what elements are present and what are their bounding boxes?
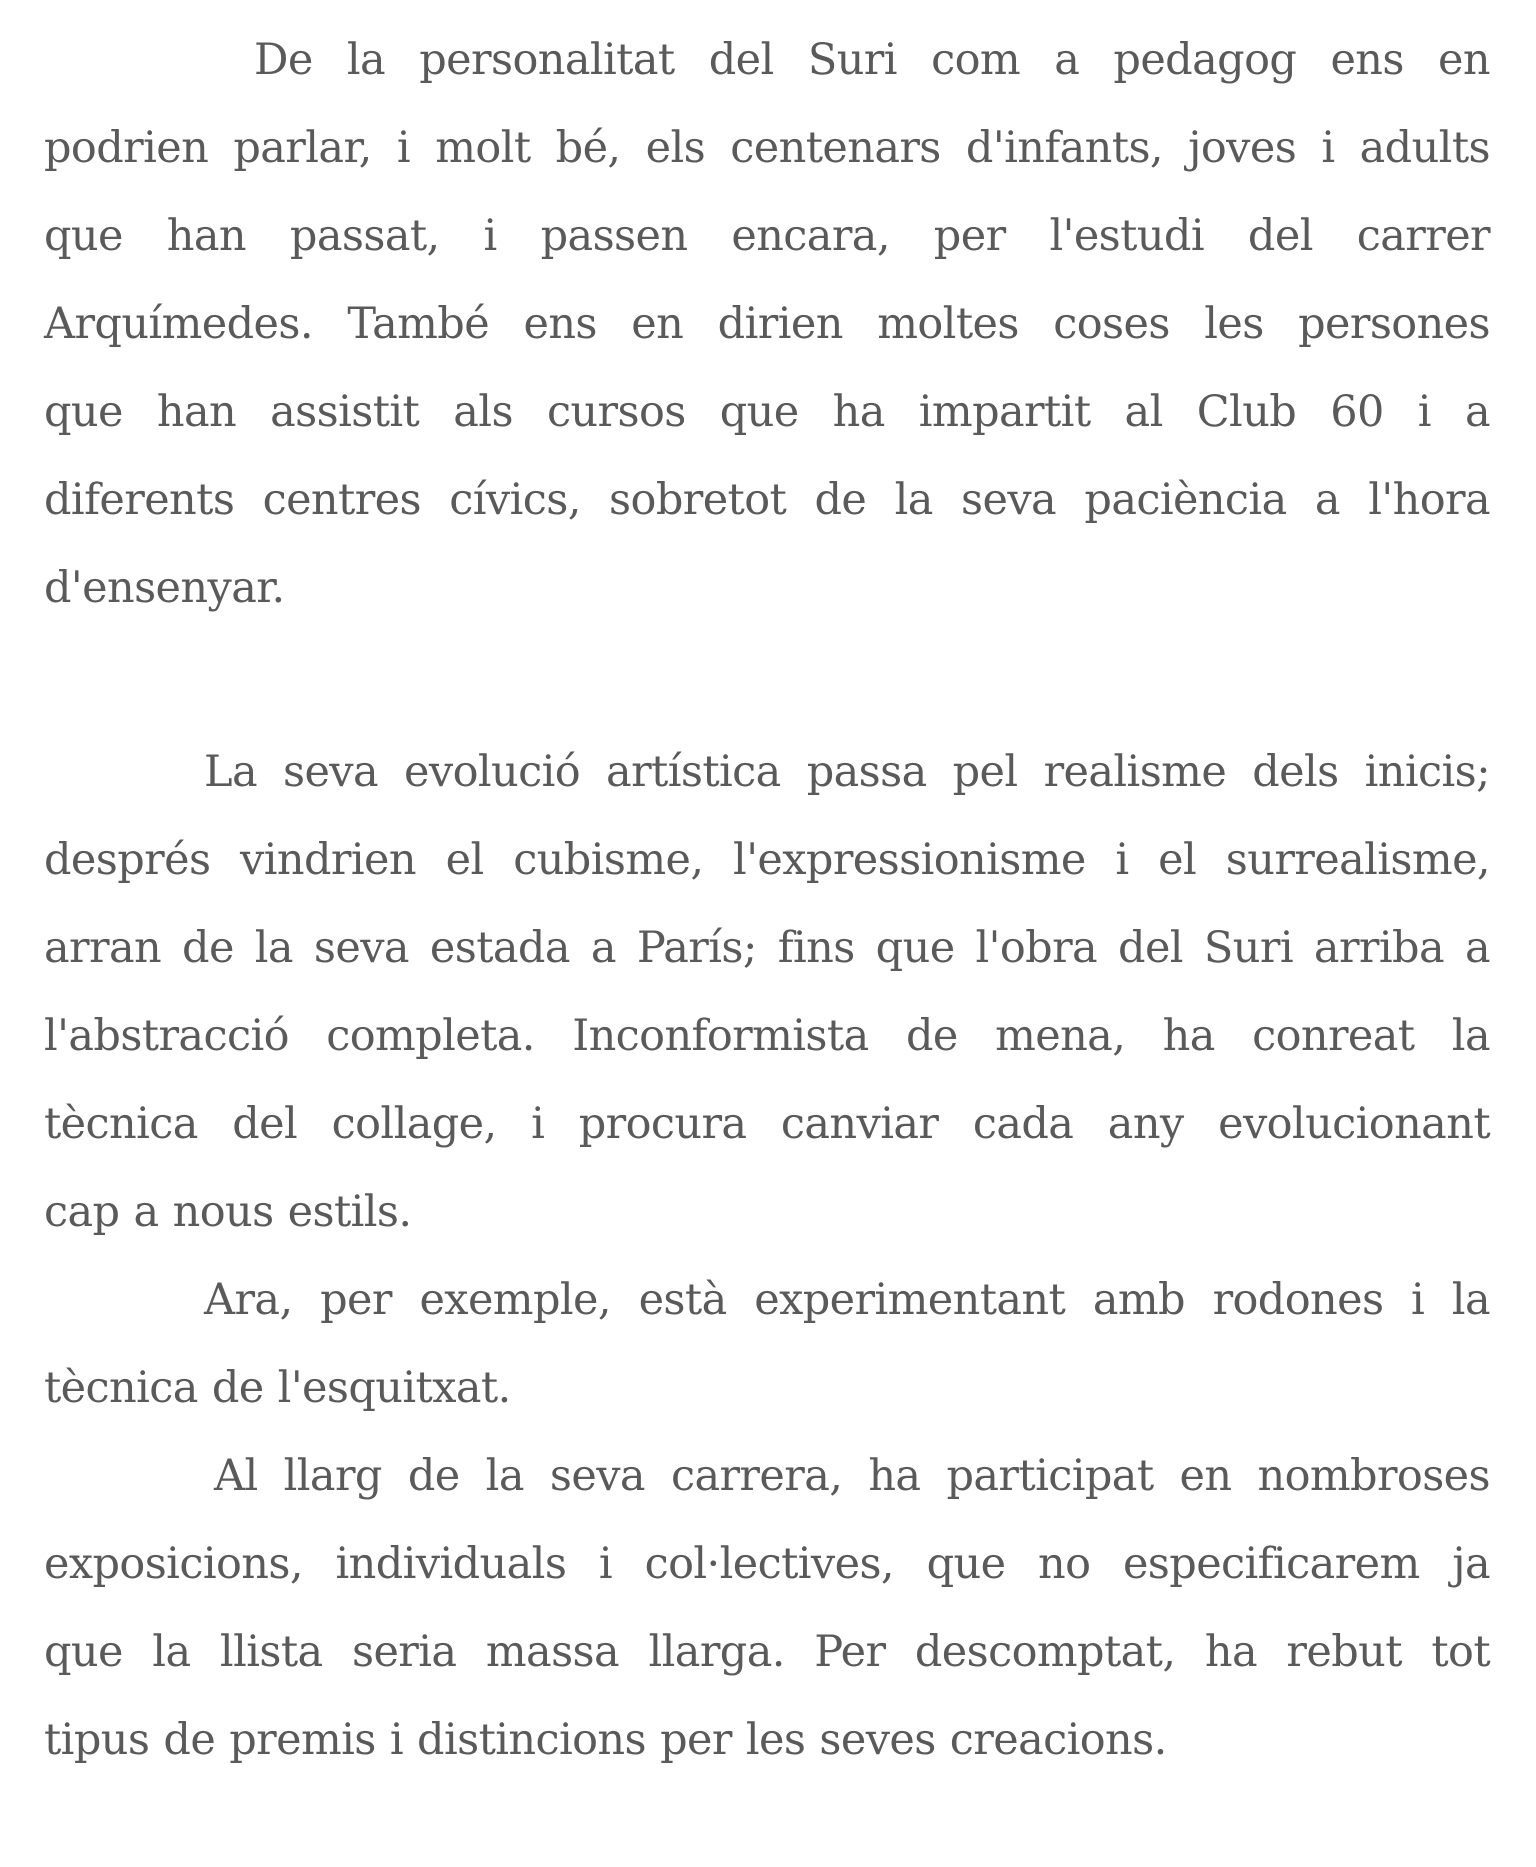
text-line: tècnica del collage, i procura canviar cada any evolucionant [44,1099,1490,1149]
text-line: que han passat, i passen encara, per l'estudi del carrer [44,211,1490,261]
text-line: Ara, per exemple, està experimentant amb rodones i la [204,1275,1490,1325]
text-line: podrien parlar, i molt bé, els centenars d'infants, joves i adults [44,123,1490,173]
text-line: Arquímedes. També ens en dirien moltes coses les persones [44,299,1490,349]
text-line: l'abstracció completa. Inconformista de mena, ha conreat la [44,1011,1490,1061]
text-line: després vindrien el cubisme, l'expressionisme i el surrealisme, [44,835,1490,885]
text-line: tipus de premis i distincions per les seves creacions. [44,1715,1167,1765]
text-line: diferents centres cívics, sobretot de la seva paciència a l'hora [44,475,1490,525]
text-line: que han assistit als cursos que ha impartit al Club 60 i a [44,387,1490,437]
text-line: d'ensenyar. [44,563,285,613]
text-line: exposicions, individuals i col·lectives, que no especificarem ja [44,1539,1490,1589]
text-line: Al llarg de la seva carrera, ha participat en nombroses [214,1451,1490,1501]
text-line: que la llista seria massa llarga. Per descomptat, ha rebut tot [44,1627,1490,1677]
text-line: La seva evolució artística passa pel realisme dels inicis; [204,747,1490,797]
text-line: De la personalitat del Suri com a pedagog ens en [254,35,1490,85]
text-line: cap a nous estils. [44,1187,412,1237]
text-line: tècnica de l'esquitxat. [44,1363,511,1413]
text-line: arran de la seva estada a París; fins que l'obra del Suri arriba a [44,923,1490,973]
